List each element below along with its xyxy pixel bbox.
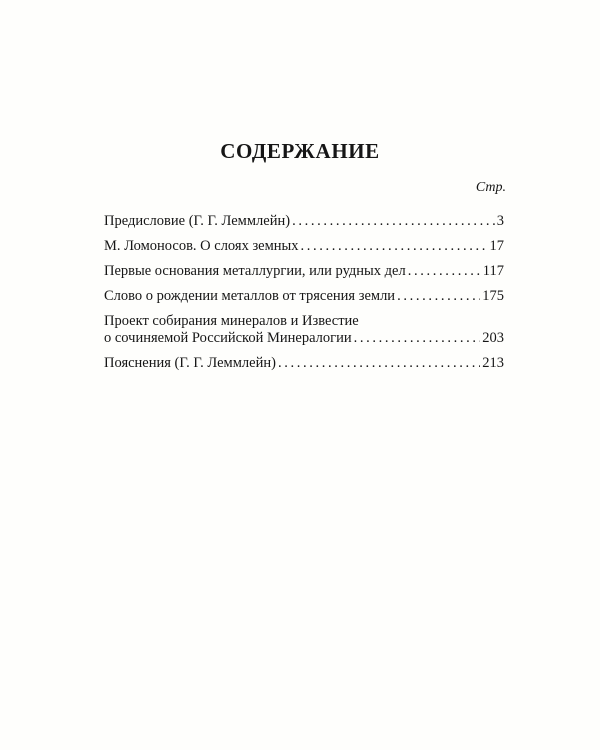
toc-entry-page: 17 xyxy=(489,238,504,254)
toc-entry xyxy=(104,238,504,255)
toc-entry xyxy=(104,263,504,280)
dot-leader xyxy=(301,238,488,255)
toc-entry xyxy=(104,355,504,372)
toc-entry-page: 117 xyxy=(482,263,504,279)
pages-column-label: Стр. xyxy=(475,180,506,195)
page-title: СОДЕРЖАНИЕ xyxy=(220,139,380,163)
table-of-contents xyxy=(104,213,504,380)
toc-entry-page: 3 xyxy=(496,213,504,229)
dot-leader xyxy=(292,213,495,230)
toc-entry-title: Первые основания металлургии, или рудных дел xyxy=(104,263,406,279)
toc-entry xyxy=(104,313,504,347)
dot-leader xyxy=(354,330,481,347)
toc-entry xyxy=(104,213,504,230)
dot-leader xyxy=(278,355,480,372)
toc-entry-title-line-1: Проект собирания минералов и Известие xyxy=(104,313,359,329)
toc-entry-title: М. Ломоносов. О слоях земных xyxy=(104,238,299,254)
toc-entry-page: 213 xyxy=(482,355,504,371)
toc-entry-title: Слово о рождении металлов от трясения земли xyxy=(104,288,396,304)
toc-entry-title-line-2: о сочиняемой Российской Минералогии xyxy=(104,330,352,346)
dot-leader xyxy=(408,263,481,280)
toc-entry xyxy=(104,288,504,305)
toc-entry-title: Пояснения (Г. Г. Леммлейн) xyxy=(104,355,276,371)
toc-entry-page: 203 xyxy=(482,330,504,346)
dot-leader xyxy=(397,288,480,305)
toc-entry-page: 175 xyxy=(482,288,504,304)
toc-entry-title: Предисловие (Г. Г. Леммлейн) xyxy=(104,213,291,229)
